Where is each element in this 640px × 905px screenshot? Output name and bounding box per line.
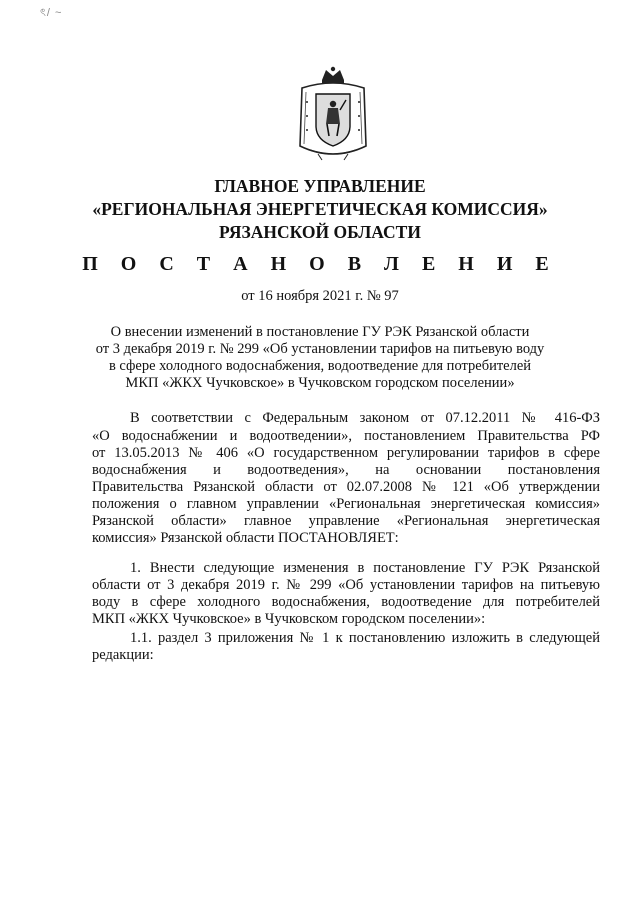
subject-line: МКП «ЖКХ Чучковское» в Чучковском городском поселении» — [125, 375, 515, 391]
preamble-line: Рязанской области» главное управление «Региональная энергетическая — [92, 513, 600, 529]
item-1-1-line: 1.1. раздел 3 приложения № 1 к постановлению изложить в следующей — [130, 630, 600, 646]
item-1-line: 1. Внести следующие изменения в постановление ГУ РЭК Рязанской — [130, 560, 600, 576]
document-date-number: от 16 ноября 2021 г. № 97 — [241, 288, 399, 304]
preamble-line: Правительства Рязанской области от 02.07.2008 № 121 «Об утверждении — [92, 479, 600, 495]
item-1-line: области от 3 декабря 2019 г. № 299 «Об установлении тарифов на питьевую — [92, 577, 600, 593]
document-type: П О С Т А Н О В Л Е Н И Е — [82, 253, 558, 275]
corner-mark: ৎ/ ~ — [40, 7, 63, 19]
item-1-line: воду в сфере холодного водоснабжения, водоотведение для потребителей — [92, 594, 600, 610]
subject-line: О внесении изменений в постановление ГУ РЭК Рязанской области — [110, 324, 530, 340]
preamble-line: комиссия» Рязанской области ПОСТАНОВЛЯЕТ: — [92, 530, 399, 546]
authority-title-line-1: ГЛАВНОЕ УПРАВЛЕНИЕ — [214, 176, 426, 196]
preamble-line: водоснабжения и водоотведения», на основании постановления — [92, 462, 600, 478]
item-1-line: МКП «ЖКХ Чучковское» в Чучковском городском поселении»: — [92, 611, 486, 627]
preamble-line: «О водоснабжении и водоотведении», постановлением Правительства РФ — [92, 428, 600, 444]
coat-of-arms-icon — [296, 66, 370, 164]
preamble-line: положения о главном управлении «Региональная энергетическая комиссия» — [92, 496, 600, 512]
subject-line: в сфере холодного водоснабжения, водоотведение для потребителей — [108, 358, 532, 374]
item-1-1-line: редакции: — [92, 647, 154, 663]
subject-line: от 3 декабря 2019 г. № 299 «Об установлении тарифов на питьевую воду — [95, 341, 545, 357]
authority-title-line-3: РЯЗАНСКОЙ ОБЛАСТИ — [219, 222, 421, 242]
preamble-line: В соответствии с Федеральным законом от 07.12.2011 № 416-ФЗ — [130, 410, 600, 426]
authority-title-line-2: «РЕГИОНАЛЬНАЯ ЭНЕРГЕТИЧЕСКАЯ КОМИССИЯ» — [92, 199, 548, 219]
preamble-line: от 13.05.2013 № 406 «О государственном регулировании тарифов в сфере — [92, 445, 600, 461]
